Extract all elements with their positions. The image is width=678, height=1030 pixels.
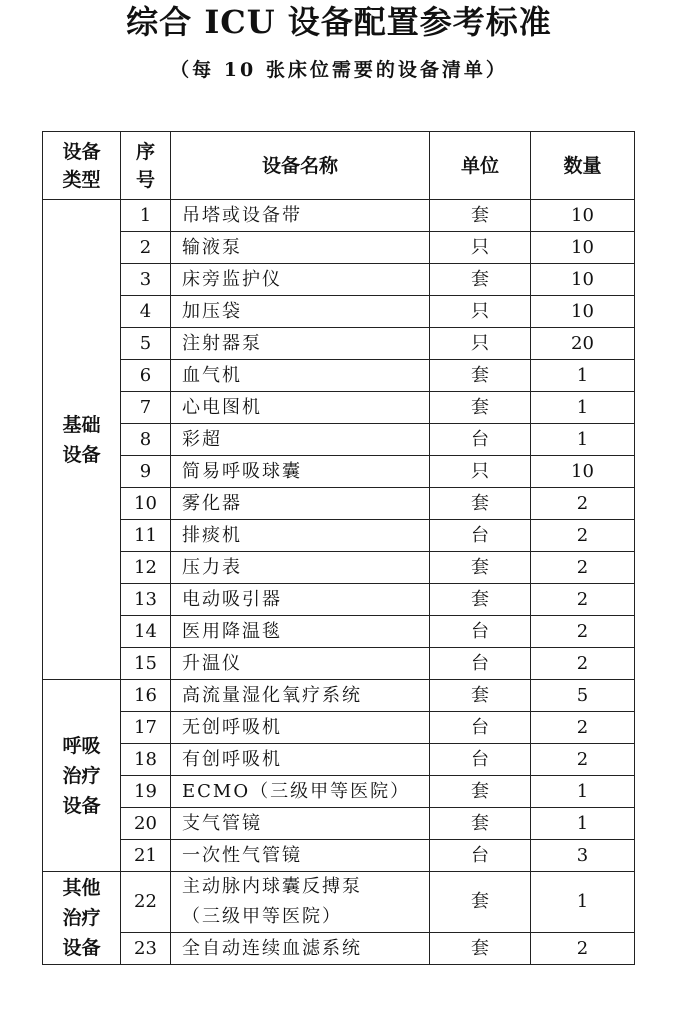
index-cell: 23 [121,933,171,965]
table-row [43,232,635,264]
unit-cell: 套 [430,808,531,840]
quantity-cell: 20 [531,328,635,360]
unit-cell: 只 [430,232,531,264]
quantity-cell: 2 [531,520,635,552]
quantity-cell: 2 [531,648,635,680]
index-cell: 14 [121,616,171,648]
table-row [43,264,635,296]
table-row [43,840,635,872]
quantity-cell: 2 [531,933,635,965]
index-cell: 6 [121,360,171,392]
unit-cell: 台 [430,712,531,744]
table-row [43,200,635,232]
header-unit: 单位 [430,132,531,200]
name-cell: 压力表 [171,552,430,584]
unit-cell: 台 [430,744,531,776]
index-cell: 4 [121,296,171,328]
table-row [43,328,635,360]
table-row [43,552,635,584]
quantity-cell: 1 [531,392,635,424]
page-subtitle: （每 10 张床位需要的设备清单） [170,59,508,81]
table-row [43,456,635,488]
name-cell: 简易呼吸球囊 [171,456,430,488]
index-cell: 22 [121,872,171,933]
index-cell: 21 [121,840,171,872]
index-cell: 15 [121,648,171,680]
header-name: 设备名称 [171,132,430,200]
unit-cell: 套 [430,933,531,965]
name-cell: 有创呼吸机 [171,744,430,776]
quantity-cell: 10 [531,456,635,488]
name-cell: 医用降温毯 [171,616,430,648]
table-row [43,712,635,744]
table-row [43,872,635,933]
quantity-cell: 3 [531,840,635,872]
name-cell: 升温仪 [171,648,430,680]
category-cell: 基础 设备 [43,200,121,680]
unit-cell: 只 [430,456,531,488]
name-cell: 血气机 [171,360,430,392]
table-row [43,680,635,712]
table-row [43,808,635,840]
quantity-cell: 2 [531,584,635,616]
name-cell: 无创呼吸机 [171,712,430,744]
header-quantity: 数量 [531,132,635,200]
name-cell: 支气管镜 [171,808,430,840]
name-cell: 注射器泵 [171,328,430,360]
name-cell: 吊塔或设备带 [171,200,430,232]
index-cell: 20 [121,808,171,840]
unit-cell: 只 [430,328,531,360]
index-cell: 13 [121,584,171,616]
table-row [43,776,635,808]
header-category: 设备 类型 [43,132,121,200]
header-index: 序 号 [121,132,171,200]
name-cell: 排痰机 [171,520,430,552]
quantity-cell: 10 [531,200,635,232]
unit-cell: 台 [430,840,531,872]
table-row [43,296,635,328]
quantity-cell: 1 [531,424,635,456]
unit-cell: 套 [430,584,531,616]
unit-cell: 只 [430,296,531,328]
unit-cell: 套 [430,776,531,808]
quantity-cell: 1 [531,872,635,933]
index-cell: 18 [121,744,171,776]
table-row [43,648,635,680]
name-cell: 心电图机 [171,392,430,424]
unit-cell: 台 [430,520,531,552]
index-cell: 9 [121,456,171,488]
name-cell: 主动脉内球囊反搏泵 （三级甲等医院） [171,872,430,933]
quantity-cell: 2 [531,488,635,520]
name-cell: 电动吸引器 [171,584,430,616]
equipment-table [42,131,635,965]
index-cell: 12 [121,552,171,584]
index-cell: 16 [121,680,171,712]
table-row [43,392,635,424]
quantity-cell: 1 [531,776,635,808]
name-cell: 加压袋 [171,296,430,328]
name-cell: 彩超 [171,424,430,456]
name-cell: 一次性气管镜 [171,840,430,872]
table-row [43,360,635,392]
index-cell: 10 [121,488,171,520]
unit-cell: 套 [430,360,531,392]
name-cell: 床旁监护仪 [171,264,430,296]
unit-cell: 套 [430,680,531,712]
quantity-cell: 2 [531,744,635,776]
table-row [43,933,635,965]
index-cell: 11 [121,520,171,552]
index-cell: 3 [121,264,171,296]
index-cell: 1 [121,200,171,232]
unit-cell: 套 [430,200,531,232]
quantity-cell: 2 [531,712,635,744]
table-body [43,200,635,965]
name-cell: 高流量湿化氧疗系统 [171,680,430,712]
unit-cell: 套 [430,392,531,424]
unit-cell: 套 [430,264,531,296]
quantity-cell: 10 [531,296,635,328]
table-header-row [43,132,635,200]
name-cell: ECMO（三级甲等医院） [171,776,430,808]
unit-cell: 台 [430,424,531,456]
unit-cell: 台 [430,616,531,648]
table-row [43,488,635,520]
name-cell: 全自动连续血滤系统 [171,933,430,965]
index-cell: 17 [121,712,171,744]
unit-cell: 套 [430,552,531,584]
table-row [43,616,635,648]
name-cell: 雾化器 [171,488,430,520]
index-cell: 7 [121,392,171,424]
unit-cell: 套 [430,488,531,520]
index-cell: 2 [121,232,171,264]
quantity-cell: 2 [531,552,635,584]
name-cell: 输液泵 [171,232,430,264]
quantity-cell: 1 [531,808,635,840]
unit-cell: 台 [430,648,531,680]
quantity-cell: 10 [531,264,635,296]
page-title: 综合 ICU 设备配置参考标准 [126,3,552,41]
index-cell: 19 [121,776,171,808]
quantity-cell: 5 [531,680,635,712]
category-cell: 呼吸 治疗 设备 [43,680,121,872]
quantity-cell: 2 [531,616,635,648]
quantity-cell: 10 [531,232,635,264]
quantity-cell: 1 [531,360,635,392]
category-cell: 其他 治疗 设备 [43,872,121,965]
table-row [43,584,635,616]
table-row [43,744,635,776]
index-cell: 8 [121,424,171,456]
unit-cell: 套 [430,872,531,933]
table-row [43,520,635,552]
index-cell: 5 [121,328,171,360]
table-row [43,424,635,456]
